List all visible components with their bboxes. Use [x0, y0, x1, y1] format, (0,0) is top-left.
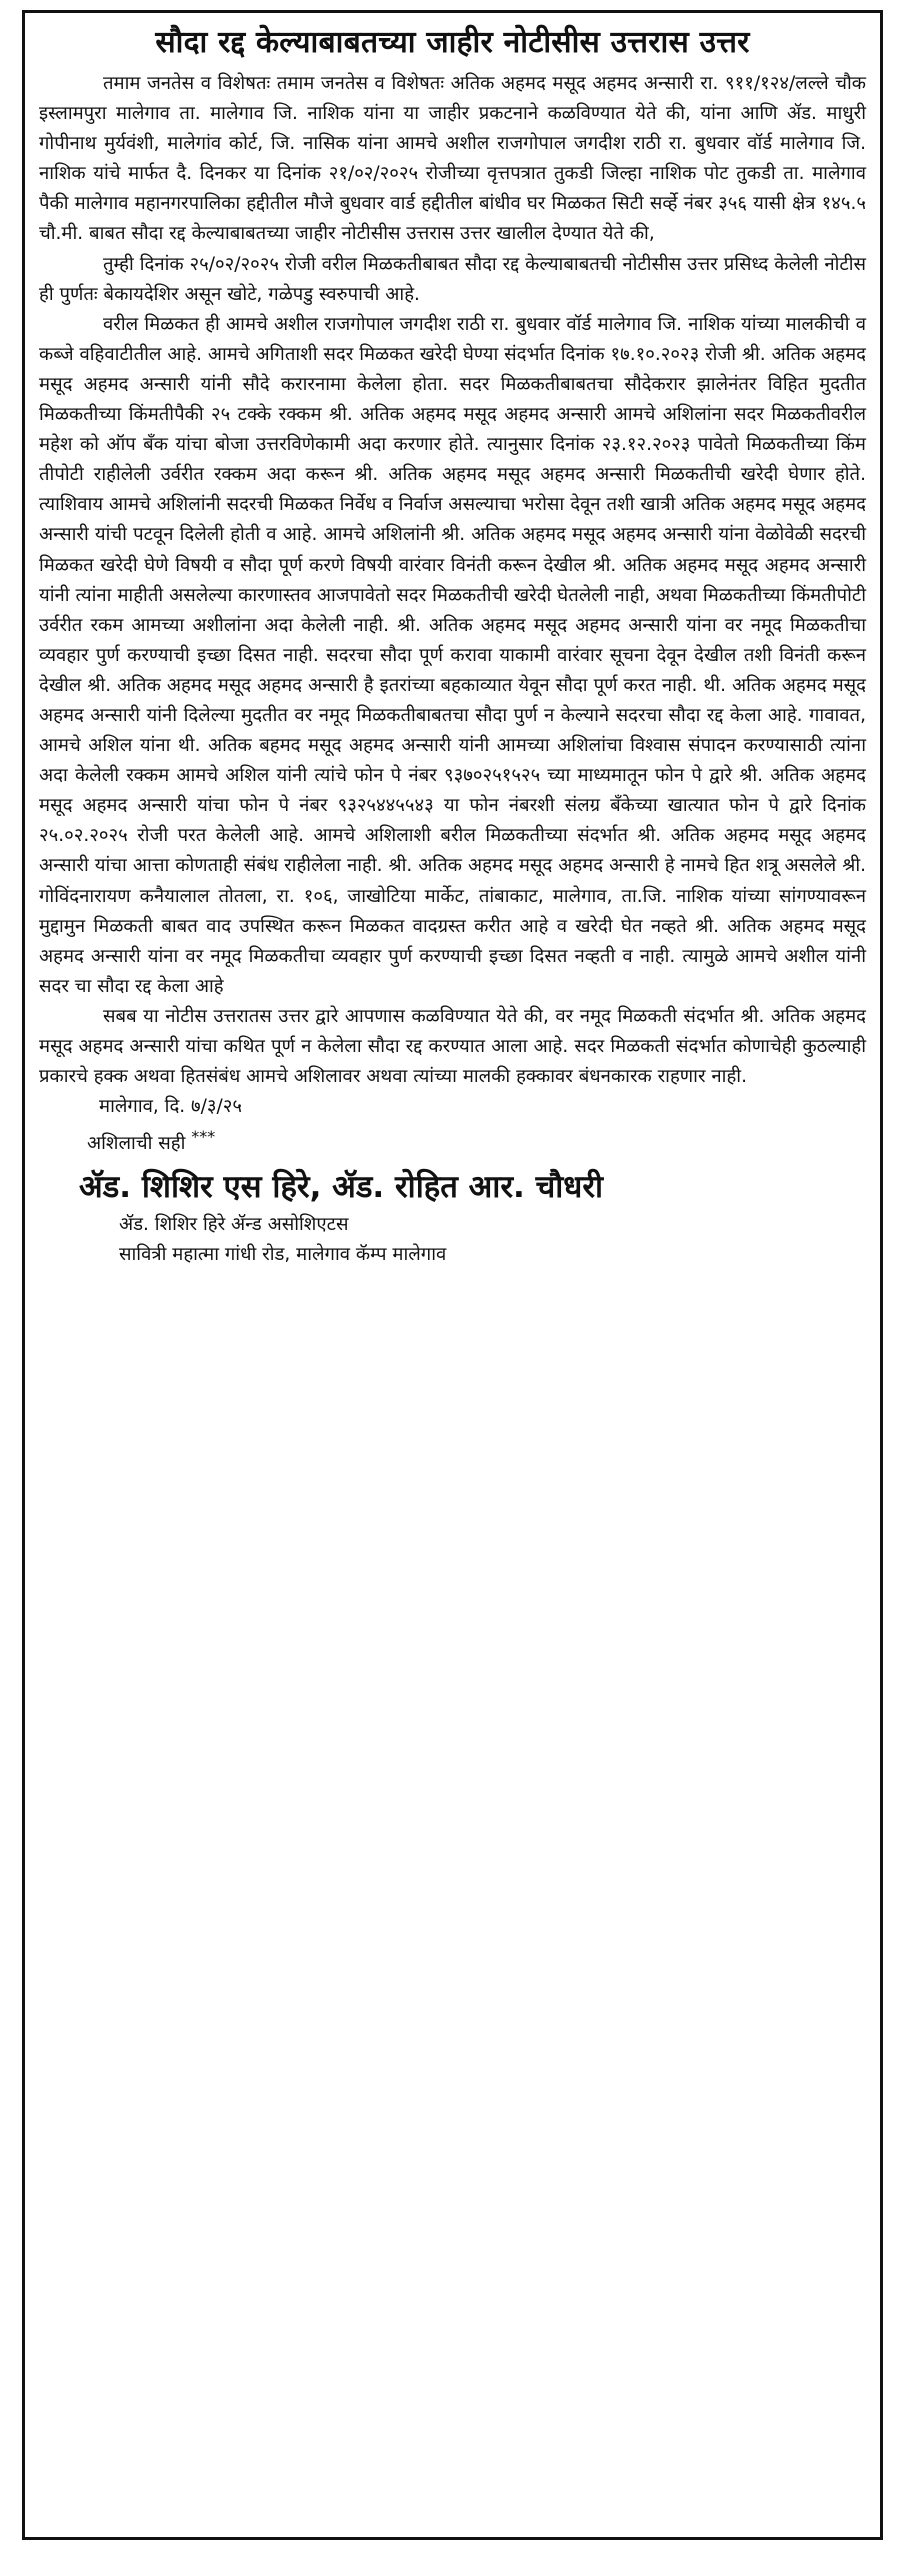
firm-address: सावित्री महात्मा गांधी रोड, मालेगाव कॅम्प मालेगाव	[119, 1243, 447, 1265]
notice-title: सौदा रद्द केल्याबाबतच्या जाहीर नोटीसीस उत्तरास उत्तर	[155, 25, 750, 60]
client-signature	[39, 1122, 866, 1159]
notice-paragraph-4: सबब या नोटीस उत्तरातस उत्तर द्वारे आपणास कळविण्यात येते की, वर नमूद मिळकती संदर्भात श्री. अतिक अहमद मसूद अहमद अन्सारी यांचा कथित पूर्ण न केलेला सौदा रद्द करण्यात आला आहे. सदर मिळकती संदर्भात कोणाचेही कुठल्याही प्रकारचे हक्क अथवा हितसंबंध आमचे अशिलावर अथवा त्यांच्या मालकी हक्कावर बंधनकारक राहणार नाही.	[39, 1005, 866, 1088]
public-notice	[22, 10, 883, 2540]
place-date: मालेगाव, दि. ७/३/२५	[99, 1096, 242, 1118]
signature-label: अशिलाची सही	[87, 1133, 186, 1155]
signature-mark: ***	[191, 1127, 216, 1147]
notice-paragraph-3: वरील मिळकत ही आमचे अशील राजगोपाल जगदीश राठी रा. बुधवार वॉर्ड मालेगाव जि. नाशिक यांच्या मालकीची व कब्जे वहिवाटीतील आहे. आमचे अगिताशी सदर मिळकत खरेदी घेण्या संदर्भात दिनांक १७.१०.२०२३ रोजी श्री. अतिक अहमद मसूद अहमद अन्सारी यांनी सौदे करारनामा केलेला होता. सदर मिळकतीबाबतचा सौदेकरार झालेनंतर विहित मुदतीत मिळकतीच्या किंमतीपैकी २५ टक्के रक्कम श्री. अतिक अहमद मसूद अहमद अन्सारी आमचे अशिलांना सदर मिळकतीवरील महेश को ऑप बँक यांचा बोजा उत्तरविणेकामी अदा करणार होते. त्यानुसार दिनांक २३.१२.२०२३ पावेतो मिळकतीच्या किंम तीपोटी राहीलेली उर्वरीत रक्कम अदा करून श्री. अतिक अहमद मसूद अहमद अन्सारी मिळकतीची खरेदी घेणार होते. त्याशिवाय आमचे अशिलांनी सदरची मिळकत निर्वेध व निर्वाज असल्याचा भरोसा देवून तशी खात्री अतिक अहमद मसूद अहमद अन्सारी यांची पटवून दिलेली होती व आहे. आमचे अशिलांनी श्री. अतिक अहमद मसूद अहमद अन्सारी यांना वेळोवेळी सदरची मिळकत खरेदी घेणे विषयी व सौदा पूर्ण करणे विषयी वारंवार विनंती करून देखील श्री. अतिक अहमद मसूद अहमद अन्सारी यांनी त्यांना माहीती असलेल्या कारणास्तव आजपावेतो सदर मिळकतीची खरेदी घेतलेली नाही, अथवा मिळकतीच्या किंमतीपोटी उर्वरीत रकम आमच्या अशीलांना अदा केलेली नाही. श्री. अतिक अहमद मसूद अहमद अन्सारी यांना वर नमूद मिळकतीचा व्यवहार पुर्ण करण्याची इच्छा दिसत नाही. सदरचा सौदा पूर्ण करावा याकामी वारंवार सूचना देवून देखील तशी विनंती करून देखील श्री. अतिक अहमद मसूद अहमद अन्सारी है इतरांच्या बहकाव्यात येवून सौदा पूर्ण करत नाही. थी. अतिक अहमद मसूद अहमद अन्सारी यांनी दिलेल्या मुदतीत वर नमूद मिळकतीबाबतचा सौदा पुर्ण न केल्याने सदरचा सौदा रद्द केला आहे. गावावत, आमचे अशिल यांना थी. अतिक बहमद मसूद अहमद अन्सारी यांनी आमच्या अशिलांचा विश्वास संपादन करण्यासाठी त्यांना अदा केलेली रक्कम आमचे अशिल यांनी त्यांचे फोन पे नंबर ९३७०२५१५२५ च्या माध्यमातून फोन पे द्वारे श्री. अतिक अहमद मसूद अहमद अन्सारी यांचा फोन पे नंबर ९३२५४४५५४३ या फोन नंबरशी संलग्र बँकेच्या खात्यात फोन पे द्वारे दिनांक २५.०२.२०२५ रोजी परत केलेली आहे. आमचे अशिलाशी बरील मिळकतीच्या संदर्भात श्री. अतिक अहमद मसूद अहमद अन्सारी यांचा आत्ता कोणताही संबंध राहीलेला नाही. श्री. अतिक अहमद मसूद अहमद अन्सारी हे नामचे हित शत्रू असलेले श्री. गोविंदनारायण कनैयालाल तोतला, रा. १०६, जाखोटिया मार्केट, तांबाकाट, मालेगाव, ता.जि. नाशिक यांच्या सांगण्यावरून मुद्दामुन मिळकती बाबत वाद उपस्थित करून मिळकत वादग्रस्त करीत आहे व खरेदी घेत नव्हते श्री. अतिक अहमद मसूद अहमद अन्सारी यांना वर नमूद मिळकतीचा व्यवहार पुर्ण करण्याची इच्छा दिसत नव्हती व नाही. त्यामुळे आमचे अशील यांनी सदर चा सौदा रद्द केला आहे	[39, 313, 866, 997]
notice-paragraph-2: तुम्ही दिनांक २५/०२/२०२५ रोजी वरील मिळकतीबाबत सौदा रद्द केल्याबाबतची नोटीसीस उत्तर प्रसिध्द केलेली नोटीस ही पुर्णतः बेकायदेशिर असून खोटे, गळेपडु स्वरुपाची आहे.	[39, 253, 866, 305]
advocate-names: ॲड. शिशिर एस हिरे, ॲड. रोहित आर. चौधरी	[79, 1168, 604, 1205]
firm-name: ॲड. शिशिर हिरे ॲन्ड असोशिएटस	[119, 1213, 349, 1235]
notice-paragraph-1: तमाम जनतेस व विशेषतः तमाम जनतेस व विशेषतः अतिक अहमद मसूद अहमद अन्सारी रा. ९११/१२४/लल्ले चौक इस्लामपुरा मालेगाव ता. मालेगाव जि. नाशिक यांना या जाहीर प्रकटनाने कळविण्यात येते की, यांना आणि ॲड. माधुरी गोपीनाथ मुर्यवंशी, मालेगांव कोर्ट, जि. नासिक यांना आमचे अशील राजगोपाल जगदीश राठी रा. बुधवार वॉर्ड मालेगाव जि. नाशिक यांचे मार्फत दै. दिनकर या दिनांक २१/०२/२०२५ रोजीच्या वृत्तपत्रात तुकडी जिल्हा नाशिक पोट तुकडी ता. मालेगाव पैकी मालेगाव महानगरपालिका हद्दीतील मौजे बुधवार वार्ड हद्दीतील बांधीव घर मिळकत सिटी सर्व्हे नंबर ३५६ यासी क्षेत्र १४५.५ चौ.मी. बाबत सौदा रद्द केल्याबाबतच्या जाहीर नोटीसीस उत्तरास उत्तर खालील देण्यात येते की,	[39, 73, 866, 245]
